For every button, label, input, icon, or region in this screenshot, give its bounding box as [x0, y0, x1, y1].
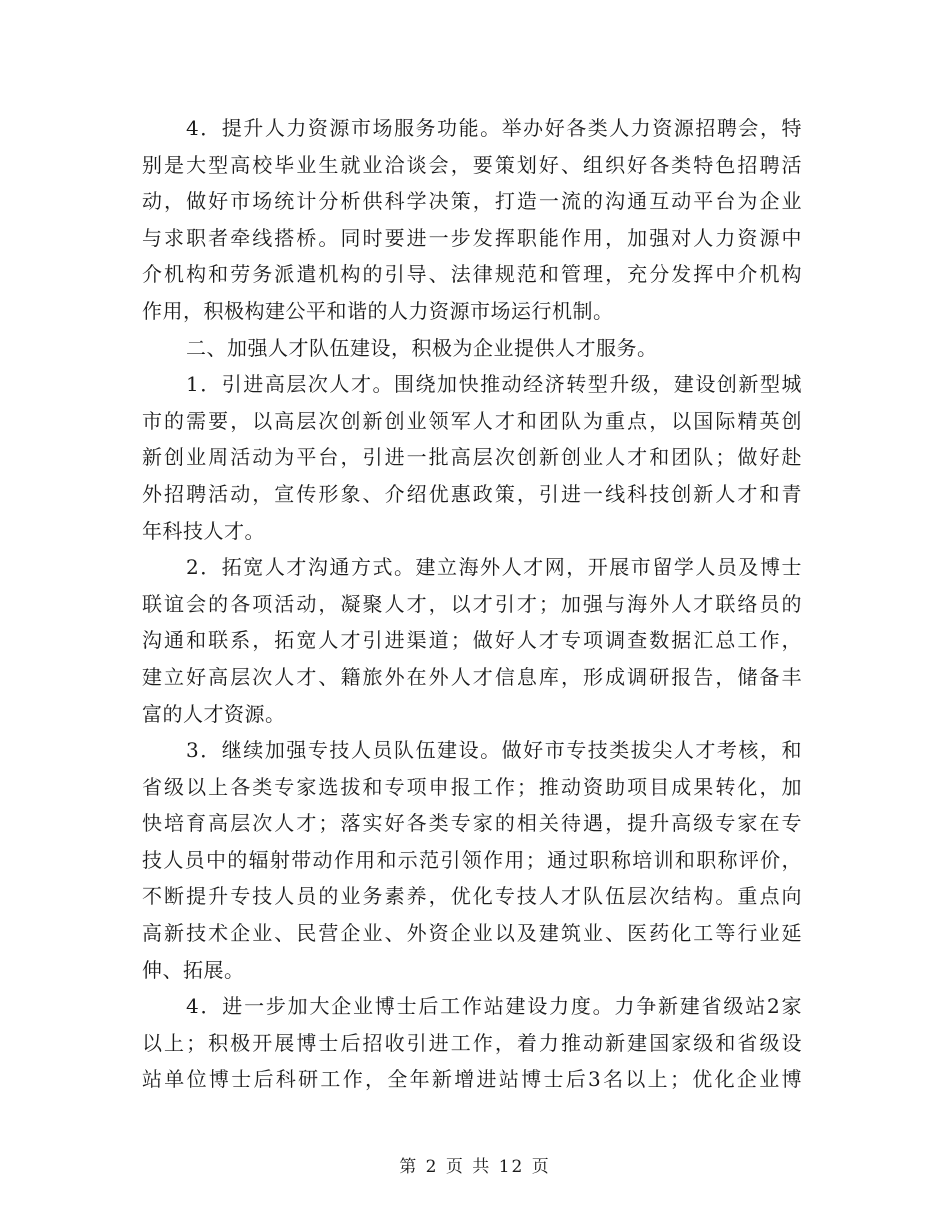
- text-line: 与求职者牵线搭桥。同时要进一步发挥职能作用，加强对人力资源中: [142, 225, 802, 250]
- text-line: 作用，积极构建公平和谐的人力资源市场运行机制。: [142, 298, 614, 323]
- text-line: 联谊会的各项活动，凝聚人才，以才引才；加强与海外人才联络员的: [142, 591, 802, 616]
- text-line: 年科技人才。: [142, 518, 265, 543]
- text-line: 别是大型高校毕业生就业洽谈会，要策划好、组织好各类特色招聘活: [142, 152, 802, 177]
- text-line: 1．引进高层次人才。围绕加快推动经济转型升级，建设创新型城: [186, 372, 802, 397]
- text-line: 站单位博士后科研工作，全年新增进站博士后3名以上；优化企业博: [142, 1067, 802, 1092]
- text-line: 3．继续加强专技人员队伍建设。做好市专技类拔尖人才考核，和: [186, 738, 802, 763]
- text-line: 建立好高层次人才、籍旅外在外人才信息库，形成调研报告，储备丰: [142, 664, 802, 689]
- text-line: 新创业周活动为平台，引进一批高层次创新创业人才和团队；做好赴: [142, 445, 802, 470]
- text-line: 介机构和劳务派遣机构的引导、法律规范和管理，充分发挥中介机构: [142, 262, 802, 287]
- text-line: 4．提升人力资源市场服务功能。举办好各类人力资源招聘会，特: [186, 116, 802, 140]
- text-line: 伸、拓展。: [142, 957, 245, 982]
- text-line: 技人员中的辐射带动作用和示范引领作用；通过职称培训和职称评价，: [142, 847, 802, 872]
- text-line: 外招聘活动，宣传形象、介绍优惠政策，引进一线科技创新人才和青: [142, 481, 802, 506]
- document-body: [142, 110, 802, 1098]
- page-footer: 第 2 页 共 12 页: [399, 1157, 551, 1177]
- text-line: 市的需要，以高层次创新创业领军人才和团队为重点，以国际精英创: [142, 408, 802, 433]
- text-line: 动，做好市场统计分析供科学决策，打造一流的沟通互动平台为企业: [142, 189, 802, 214]
- text-line: 二、加强人才队伍建设，积极为企业提供人才服务。: [186, 335, 658, 360]
- text-line: 沟通和联系，拓宽人才引进渠道；做好人才专项调查数据汇总工作，: [142, 628, 802, 653]
- text-line: 省级以上各类专家选拔和专项申报工作；推动资助项目成果转化，加: [142, 774, 802, 799]
- text-line: 富的人才资源。: [142, 701, 286, 726]
- text-line: 高新技术企业、民营企业、外资企业以及建筑业、医药化工等行业延: [142, 921, 802, 946]
- text-line: 2．拓宽人才沟通方式。建立海外人才网，开展市留学人员及博士: [186, 555, 802, 580]
- text-line: 不断提升专技人员的业务素养，优化专技人才队伍层次结构。重点向: [142, 884, 802, 909]
- text-line: 4．进一步加大企业博士后工作站建设力度。力争新建省级站2家: [186, 994, 802, 1019]
- text-line: 快培育高层次人才；落实好各类专家的相关待遇，提升高级专家在专: [142, 811, 802, 836]
- text-line: 以上；积极开展博士后招收引进工作，着力推动新建国家级和省级设: [142, 1030, 802, 1055]
